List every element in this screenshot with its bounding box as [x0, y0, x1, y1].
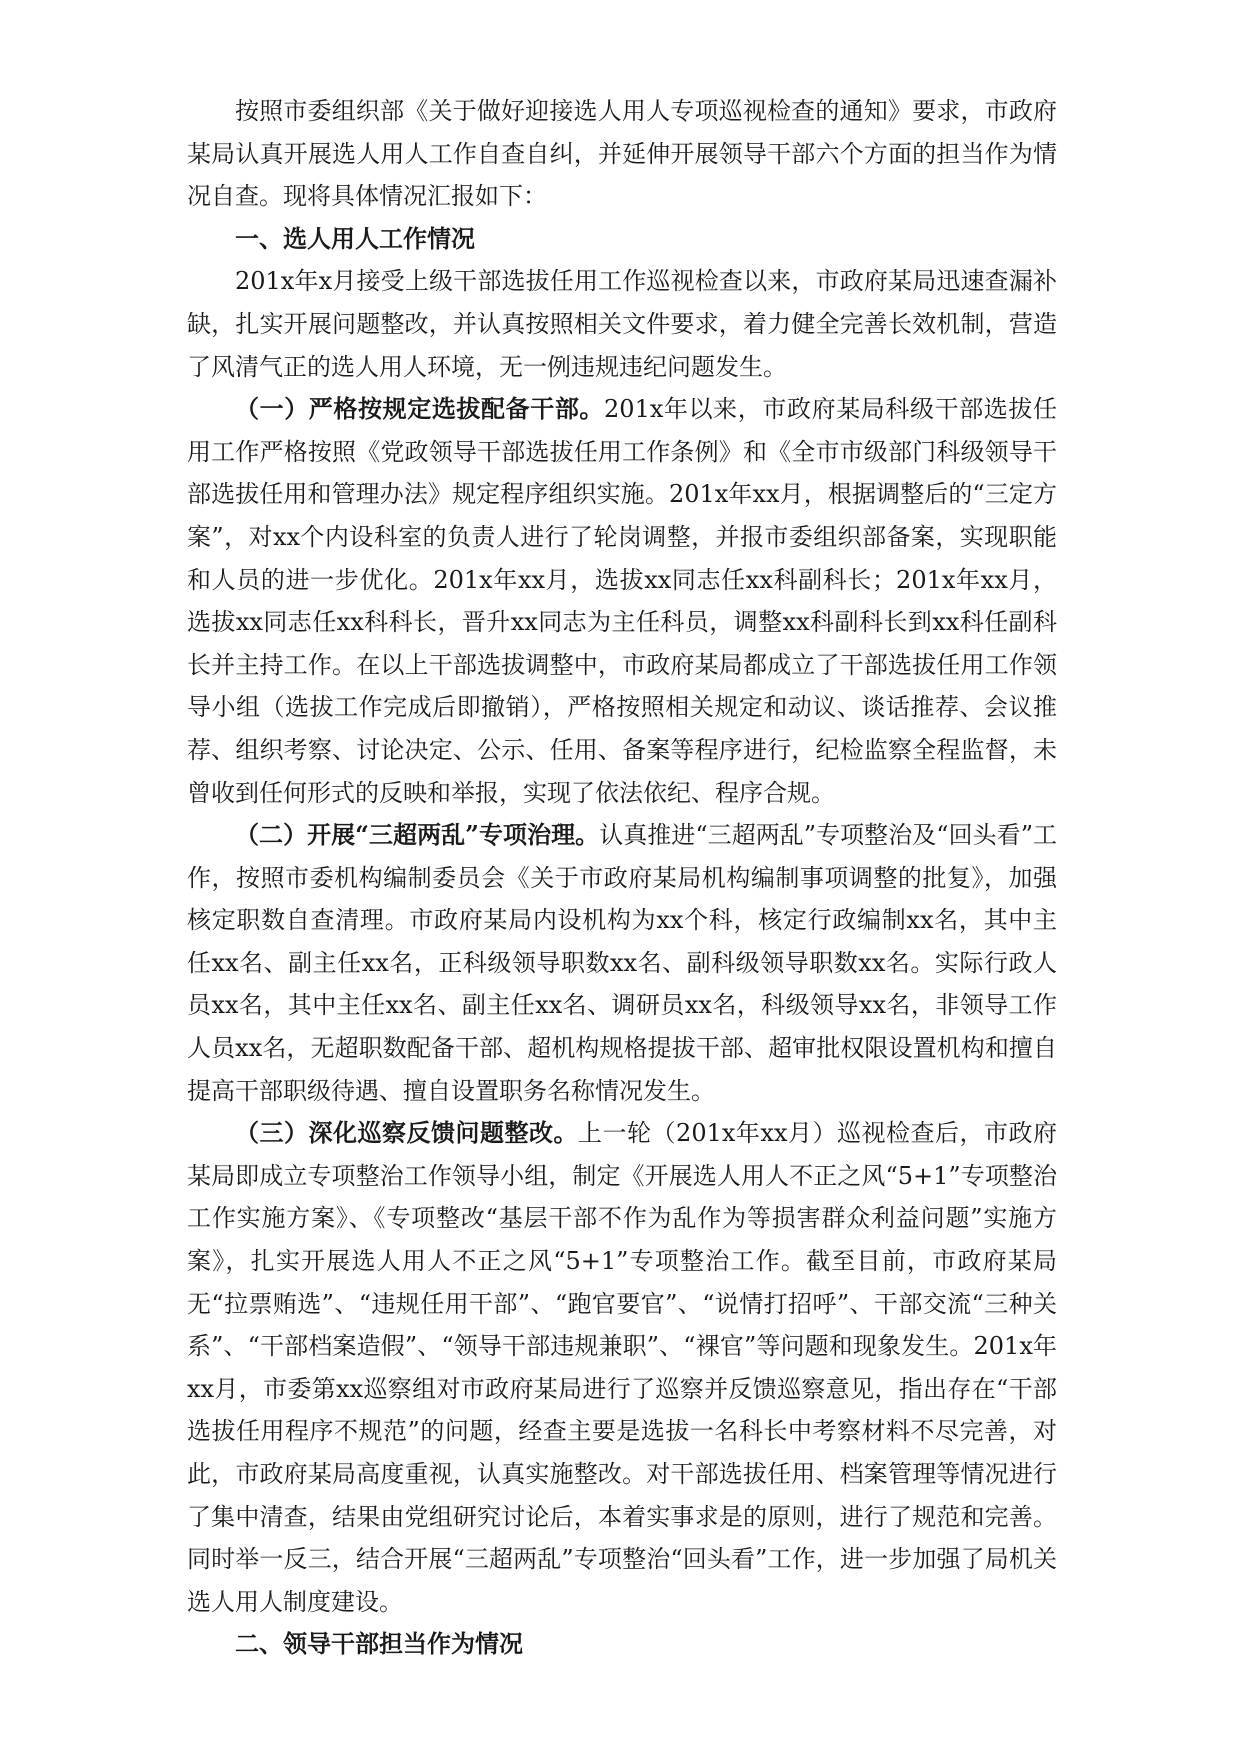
item-2-paragraph: [187, 814, 1057, 1112]
document-body: [187, 90, 1057, 1666]
section-heading-1: 一、选人用人工作情况: [235, 223, 475, 253]
section-1-intro-paragraph: 201x年x月接受上级干部选拔任用工作巡视检查以来，市政府某局迅速查漏补缺，扎实开展问题整改，并认真按照相关文件要求，着力健全完善长效机制，营造了风清气正的选人用人环境，无一例违规违纪问题发生。: [187, 267, 1057, 381]
item-2-body: 认真推进“三超两乱”专项整治及“回头看”工作，按照市委机构编制委员会《关于市政府某局机构编制事项调整的批复》，加强核定职数自查清理。市政府某局内设机构为xx个科，核定行政编制xx名，其中主任xx名、副主任xx名，正科级领导职数xx名、副科级领导职数xx名。实际行政人员xx名，其中主任xx名、副主任xx名、调研员xx名，科级领导xx名，非领导工作人员xx名，无超职数配备干部、超机构规格提拔干部、超审批权限设置机构和擅自提高干部职级待遇、擅自设置职务名称情况发生。: [187, 821, 1058, 1105]
item-3-body: 上一轮（201x年xx月）巡视检查后，市政府某局即成立专项整治工作领导小组，制定《开展选人用人不正之风“5+1”专项整治工作实施方案》、《专项整改“基层干部不作为乱作为等损害群众利益问题”实施方案》，扎实开展选人用人不正之风“5+1”专项整治工作。截至目前，市政府某局无“拉票贿选”、“违规任用干部”、“跑官要官”、“说情打招呼”、干部交流“三种关系”、“干部档案造假”、“领导干部违规兼职”、“裸官”等问题和现象发生。201x年xx月，市委第xx巡察组对市政府某局进行了巡察并反馈巡察意见，指出存在“干部选拔任用程序不规范”的问题，经查主要是选拔一名科长中考察材料不尽完善，对此，市政府某局高度重视，认真实施整改。对干部选拔任用、档案管理等情况进行了集中清查，结果由党组研究讨论后，本着实事求是的原则，进行了规范和完善。同时举一反三，结合开展“三超两乱”专项整治“回头看”工作，进一步加强了局机关选人用人制度建设。: [187, 1119, 1058, 1616]
item-3-paragraph: [187, 1112, 1057, 1623]
item-2-lead: （二）开展“三超两乱”专项治理。: [235, 820, 600, 850]
item-1-paragraph: [187, 388, 1057, 814]
section-heading-2: 二、领导干部担当作为情况: [235, 1629, 523, 1659]
intro-paragraph: 按照市委组织部《关于做好迎接选人用人专项巡视检查的通知》要求，市政府某局认真开展选人用人工作自查自纠，并延伸开展领导干部六个方面的担当作为情况自查。现将具体情况汇报如下：: [187, 97, 1057, 211]
item-1-body: 201x年以来，市政府某局科级干部选拔任用工作严格按照《党政领导干部选拔任用工作条例》和《全市市级部门科级领导干部选拔任用和管理办法》规定程序组织实施。201x年xx月，根据调整后的“三定方案”，对xx个内设科室的负责人进行了轮岗调整，并报市委组织部备案，实现职能和人员的进一步优化。201x年xx月，选拔xx同志任xx科副科长；201x年xx月，选拔xx同志任xx科科长，晋升xx同志为主任科员，调整xx科副科长到xx科任副科长并主持工作。在以上干部选拔调整中，市政府某局都成立了干部选拔任用工作领导小组（选拔工作完成后即撤销），严格按照相关规定和动议、谈话推荐、会议推荐、组织考察、讨论决定、公示、任用、备案等程序进行，纪检监察全程监督，未曾收到任何形式的反映和举报，实现了依法依纪、程序合规。: [187, 395, 1058, 807]
item-1-lead: （一）严格按规定选拔配备干部。: [235, 394, 605, 424]
item-3-lead: （三）深化巡察反馈问题整改。: [235, 1118, 579, 1148]
